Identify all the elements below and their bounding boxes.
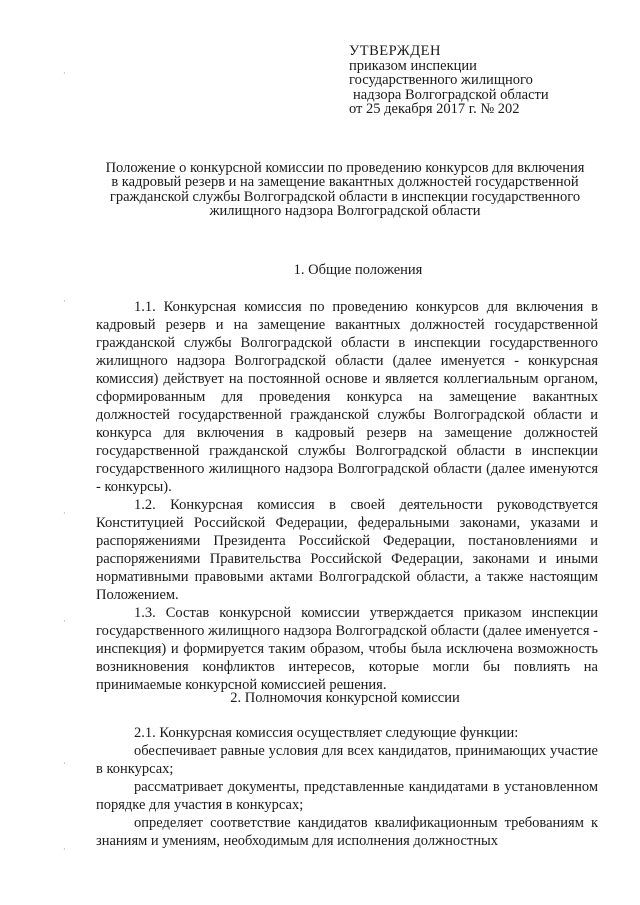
scan-speck: · — [63, 509, 66, 518]
document-title — [80, 161, 610, 218]
title-line: в кадровый резерв и на замещение вакантных должностей государственной — [111, 174, 579, 191]
section-body-powers — [96, 724, 598, 850]
paragraph: 1.3. Состав конкурсной комиссии утверждается приказом инспекции государственного жилищного надзора Волгоградской области (далее именуется - инспекция) и формируется таким образом, чтобы была исключена возможность возникновения конфликтов интересов, которые могли бы повлиять на принимаемые конкурсной комиссией решения. — [96, 605, 598, 693]
paragraph: 1.1. Конкурсная комиссия по проведению конкурсов для включения в кадровый резерв и на замещение вакантных должностей государственной гражданской службы Волгоградской области в инспекции государственного жилищного надзора Волгоградской области (далее именуется - конкурсная комиссия) действует на постоянной основе и является коллегиальным органом, сформированным для проведения конкурса на замещение вакантных должностей государственной гражданской службы Волгоградской области и конкурса для включения в кадровый резерв на замещение должностей государственной гражданской службы Волгоградской области в инспекции государственного жилищного надзора Волгоградской области (далее именуются - конкурсы). — [96, 299, 598, 495]
approval-stamp — [349, 44, 609, 117]
paragraph: обеспечивает равные условия для всех кандидатов, принимающих участие в конкурсах; — [96, 743, 598, 777]
scan-speck: · — [63, 297, 66, 306]
approval-heading: УТВЕРЖДЕН — [349, 43, 441, 59]
scan-speck: · — [63, 759, 66, 768]
section-heading-general: 1. Общие положения — [293, 262, 423, 278]
section-heading-powers: 2. Полномочия конкурсной комиссии — [230, 690, 460, 706]
approval-line: надзора Волгоградской области — [353, 86, 549, 103]
title-line: жилищного надзора Волгоградской области — [209, 202, 481, 219]
section-body-general — [96, 298, 598, 694]
paragraph: определяет соответствие кандидатов квалификационным требованиям к знаниям и умениям, необходимым для исполнения должностных — [96, 815, 598, 849]
scan-speck: · — [63, 617, 66, 626]
title-line: Положение о конкурсной комиссии по проведению конкурсов для включения — [105, 160, 585, 176]
paragraph: рассматривает документы, представленные кандидатами в установленном порядке для участия в конкурсах; — [96, 779, 598, 813]
paragraph: 2.1. Конкурсная комиссия осуществляет следующие функции: — [134, 725, 519, 741]
paragraph: 1.2. Конкурсная комиссия в своей деятельности руководствуется Конституцией Российской Федерации, федеральными законами, указами и распоряжениями Президента Российской Федерации, постановлениями и распоряжениями Правительства Российской Федерации, законами и иными нормативными правовыми актами Волгоградской области, а также настоящим Положением. — [96, 497, 598, 603]
approval-line: государственного жилищного — [349, 72, 533, 88]
approval-date-number: от 25 декабря 2017 г. № 202 — [349, 101, 520, 117]
scan-speck: · — [63, 845, 66, 854]
scan-speck: · — [63, 69, 66, 78]
title-line: гражданской службы Волгоградской области в инспекции государственного — [109, 188, 581, 205]
approval-line: приказом инспекции — [349, 57, 477, 74]
